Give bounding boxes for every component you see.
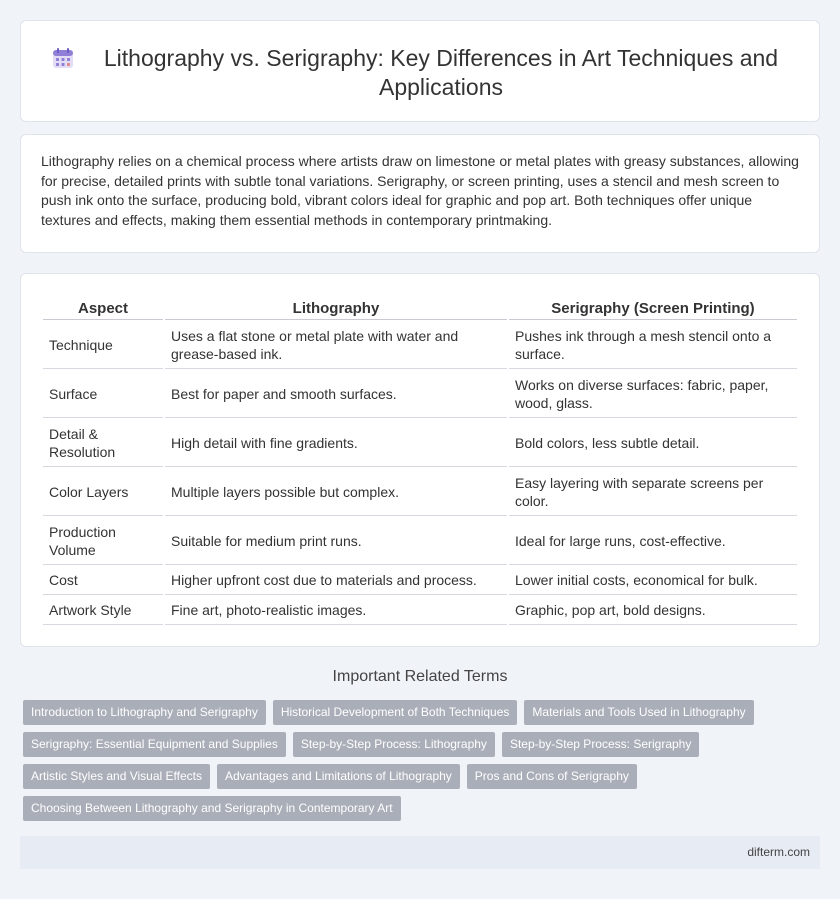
aspect-cell: Detail & Resolution: [43, 419, 163, 467]
intro-card: [20, 134, 820, 253]
aspect-cell: Production Volume: [43, 517, 163, 565]
aspect-cell: Technique: [43, 321, 163, 369]
footer-site-link[interactable]: difterm.com: [747, 845, 810, 859]
related-term-link[interactable]: Advantages and Limitations of Lithography: [217, 764, 460, 789]
lithography-cell: Higher upfront cost due to materials and process.: [165, 566, 507, 595]
page-title: Lithography vs. Serigraphy: Key Differences in Art Techniques and Applications: [103, 45, 779, 100]
related-term-link[interactable]: Artistic Styles and Visual Effects: [23, 764, 210, 789]
lithography-cell: Suitable for medium print runs.: [165, 517, 507, 565]
serigraphy-cell: Works on diverse surfaces: fabric, paper, wood, glass.: [509, 370, 797, 418]
serigraphy-cell: Easy layering with separate screens per color.: [509, 468, 797, 516]
table-row: [43, 419, 797, 467]
serigraphy-cell: Bold colors, less subtle detail.: [509, 419, 797, 467]
serigraphy-cell: Lower initial costs, economical for bulk.: [509, 566, 797, 595]
footer: [20, 836, 820, 869]
related-term-link[interactable]: Step-by-Step Process: Serigraphy: [502, 732, 699, 757]
table-row: [43, 517, 797, 565]
table-row: [43, 468, 797, 516]
related-term-link[interactable]: Step-by-Step Process: Lithography: [293, 732, 495, 757]
related-term-link[interactable]: Historical Development of Both Techniques: [273, 700, 518, 725]
title-card: [20, 20, 820, 122]
aspect-cell: Surface: [43, 370, 163, 418]
related-term-link[interactable]: Choosing Between Lithography and Serigraphy in Contemporary Art: [23, 796, 401, 821]
lithography-cell: Uses a flat stone or metal plate with water and grease-based ink.: [165, 321, 507, 369]
lithography-cell: High detail with fine gradients.: [165, 419, 507, 467]
related-term-link[interactable]: Materials and Tools Used in Lithography: [524, 700, 753, 725]
comparison-card: [20, 273, 820, 647]
intro-paragraph: Lithography relies on a chemical process where artists draw on limestone or metal plates with greasy substances, allowing for precise, detailed prints with subtle tonal variations. Serigraphy, or screen printing, uses a stencil and mesh screen to push ink onto the surface, producing bold, vibrant colors ideal for graphic and pop art. Both techniques offer unique textures and effects, making them essential methods in contemporary printmaking.: [41, 153, 799, 228]
column-header-serigraphy: Serigraphy (Screen Printing): [509, 297, 797, 320]
lithography-cell: Fine art, photo-realistic images.: [165, 596, 507, 625]
serigraphy-cell: Ideal for large runs, cost-effective.: [509, 517, 797, 565]
aspect-cell: Cost: [43, 566, 163, 595]
column-header-aspect: Aspect: [43, 297, 163, 320]
table-row: [43, 321, 797, 369]
serigraphy-cell: Graphic, pop art, bold designs.: [509, 596, 797, 625]
table-row: [43, 370, 797, 418]
related-term-link[interactable]: Pros and Cons of Serigraphy: [467, 764, 637, 789]
table-row: [43, 596, 797, 625]
column-header-lithography: Lithography: [165, 297, 507, 320]
aspect-cell: Color Layers: [43, 468, 163, 516]
table-header-row: [43, 297, 797, 320]
serigraphy-cell: Pushes ink through a mesh stencil onto a surface.: [509, 321, 797, 369]
comparison-table: [41, 296, 799, 626]
related-terms-heading: Important Related Terms: [332, 668, 508, 685]
lithography-cell: Multiple layers possible but complex.: [165, 468, 507, 516]
related-term-link[interactable]: Introduction to Lithography and Serigraphy: [23, 700, 266, 725]
related-term-link[interactable]: Serigraphy: Essential Equipment and Supplies: [23, 732, 286, 757]
related-terms-list: [23, 700, 803, 828]
lithography-cell: Best for paper and smooth surfaces.: [165, 370, 507, 418]
aspect-cell: Artwork Style: [43, 596, 163, 625]
table-row: [43, 566, 797, 595]
